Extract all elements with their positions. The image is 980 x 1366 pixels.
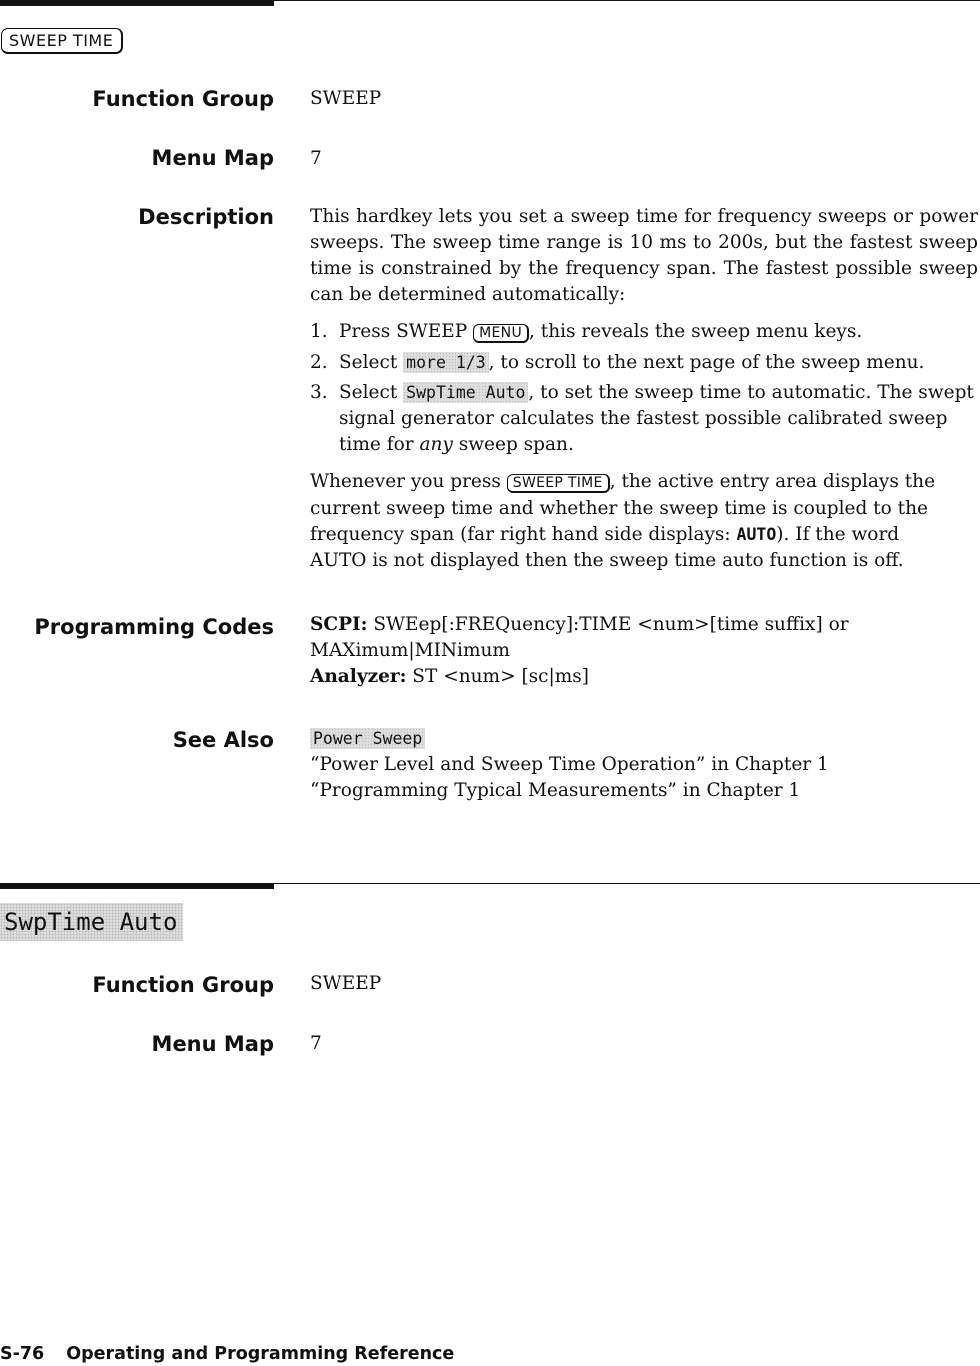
step-number: 3. <box>310 382 328 403</box>
section-rule-thick <box>0 883 274 889</box>
step-text: Select <box>339 382 404 403</box>
step-text: Press SWEEP <box>339 321 474 342</box>
page-number: S-76 <box>0 1344 45 1364</box>
menu-map-value: 7 <box>310 1033 322 1054</box>
footer-title: Operating and Programming Reference <box>66 1344 455 1364</box>
function-group-value: SWEEP <box>310 88 382 109</box>
programming-codes-block <box>310 612 890 690</box>
label-menu-map: Menu Map <box>151 1032 274 1056</box>
label-see-also: See Also <box>172 728 274 752</box>
step-text: , to set the sweep time to automatic. The swept signal generator calculates the fastest possible calibrated sweep time for <box>339 382 974 455</box>
menu-map-value: 7 <box>310 148 322 169</box>
whenever-text: Whenever you press <box>310 471 507 492</box>
step-item <box>310 350 978 376</box>
softkey-more-1-3: more 1/3 <box>403 352 488 373</box>
page-footer <box>0 1344 454 1364</box>
analyzer-label: Analyzer: <box>310 666 407 687</box>
hardkey-title-sweep-time: SWEEP TIME <box>1 28 123 54</box>
softkey-title-swptime-auto: SwpTime Auto <box>0 903 183 941</box>
section-rule-thin <box>274 883 980 884</box>
scpi-line <box>310 612 890 664</box>
label-function-group: Function Group <box>92 973 274 997</box>
section-rule-thick <box>0 0 274 6</box>
label-function-group: Function Group <box>92 87 274 111</box>
whenever-text: ). If the word AUTO is not displayed then the sweep time auto function is off. <box>310 524 904 571</box>
scpi-label: SCPI: <box>310 614 368 635</box>
section-rule-thin <box>274 0 980 1</box>
step-item <box>310 380 978 458</box>
display-code-auto: AUTO <box>736 525 777 544</box>
see-also-ref: “Power Level and Sweep Time Operation” in Chapter 1 <box>310 754 829 775</box>
scpi-text: SWEep[:FREQuency]:TIME <num>[time suffix] or MAXimum|MINimum <box>310 614 849 661</box>
label-programming-codes: Programming Codes <box>34 615 274 639</box>
label-menu-map: Menu Map <box>151 146 274 170</box>
step-text: Select <box>339 352 404 373</box>
see-also-ref: “Programming Typical Measurements” in Chapter 1 <box>310 780 801 801</box>
description-intro: This hardkey lets you set a sweep time for frequency sweeps or power sweeps. The sweep time range is 10 ms to 200s, but the fastest sweep time is constrained by the frequency span. The fastest possible sweep can be determined automatically: <box>310 206 978 305</box>
step-number: 1. <box>310 321 328 342</box>
step-text: sweep span. <box>452 434 574 455</box>
softkey-power-sweep: Power Sweep <box>310 728 425 749</box>
description-whenever <box>310 469 960 574</box>
see-also-block <box>310 726 978 804</box>
step-text: , to scroll to the next page of the sweep menu. <box>488 352 925 373</box>
function-group-value: SWEEP <box>310 973 382 994</box>
description-block <box>310 204 978 574</box>
label-description: Description <box>138 205 274 229</box>
hardkey-menu: MENU <box>473 324 529 343</box>
analyzer-text: ST <num> [sc|ms] <box>406 666 590 687</box>
step-number: 2. <box>310 352 328 373</box>
description-steps <box>310 319 978 458</box>
step-emphasis: any <box>419 434 453 455</box>
whenever-text: , the active entry area displays the current sweep time and whether the sweep time is coupled to the frequency span (far right hand side displays: <box>310 471 936 545</box>
hardkey-sweep-time-inline: SWEEP TIME <box>507 474 610 493</box>
see-also-softkey-line <box>310 726 978 752</box>
softkey-swptime-auto: SwpTime Auto <box>403 382 528 403</box>
analyzer-line <box>310 664 890 690</box>
step-text: , this reveals the sweep menu keys. <box>529 321 863 342</box>
step-item <box>310 319 978 346</box>
